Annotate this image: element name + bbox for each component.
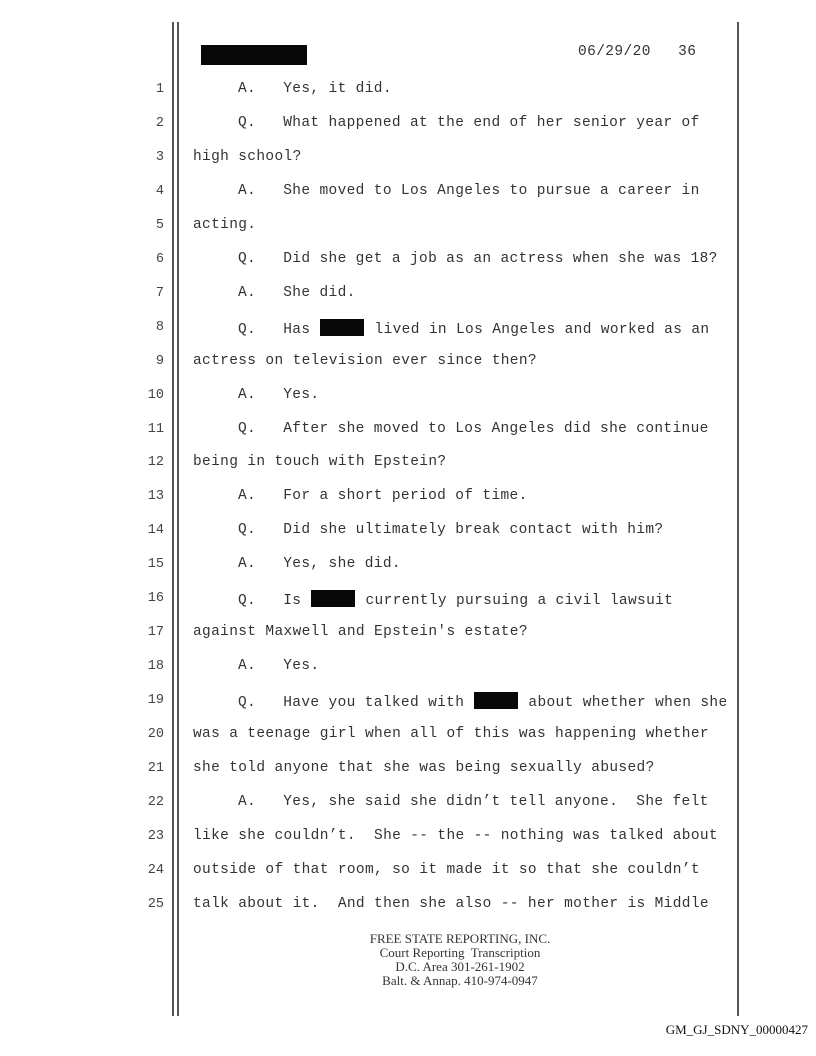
line-text: A. Yes, she did.	[238, 556, 401, 573]
transcript-line	[238, 794, 709, 810]
line-number: 2	[155, 115, 164, 131]
transcript-line	[238, 183, 700, 199]
transcript-line	[193, 353, 537, 369]
footer-service: Court Reporting Transcription	[379, 945, 541, 960]
transcript-line	[193, 828, 718, 844]
line-text: Q. Did she ultimately break contact with him?	[238, 522, 664, 539]
redaction-bar	[474, 692, 518, 709]
line-number: 10	[147, 387, 164, 403]
line-text: against Maxwell and Epstein's estate?	[193, 624, 528, 641]
line-number: 13	[147, 489, 164, 505]
line-text: talk about it. And then she also -- her mother is Middle	[193, 895, 709, 912]
page-header	[578, 44, 696, 60]
transcript-line	[238, 692, 728, 711]
transcript-line	[238, 556, 401, 572]
line-text: being in touch with Epstein?	[193, 454, 447, 471]
line-number: 14	[147, 523, 164, 539]
line-text: outside of that room, so it made it so that she couldn’t	[193, 861, 700, 878]
transcript-line	[193, 217, 256, 233]
line-text: actress on television ever since then?	[193, 352, 537, 369]
line-text: like she couldn’t. She -- the -- nothing was talked about	[193, 827, 718, 844]
line-number: 16	[147, 591, 164, 607]
line-text-continued: currently pursuing a civil lawsuit	[356, 593, 674, 610]
line-number: 4	[155, 183, 164, 199]
redaction-bar	[311, 590, 355, 607]
line-text: Q. Is	[238, 593, 311, 610]
transcript-line	[238, 421, 709, 437]
transcript-line	[193, 624, 528, 640]
line-number: 24	[147, 862, 164, 878]
line-number: 20	[147, 727, 164, 743]
transcript-line	[238, 387, 319, 403]
transcript-line	[193, 862, 700, 878]
page-number: 36	[678, 44, 697, 60]
redacted-header-block	[201, 45, 307, 65]
reporter-footer	[300, 932, 620, 988]
line-text: A. She did.	[238, 284, 356, 301]
transcript-line	[238, 115, 700, 131]
line-number: 23	[147, 828, 164, 844]
right-margin-rule	[737, 22, 739, 1016]
transcript-line	[193, 149, 302, 165]
line-number: 5	[155, 217, 164, 233]
bates-number: GM_GJ_SDNY_00000427	[665, 1022, 808, 1037]
transcript-line	[193, 454, 446, 470]
line-text: A. Yes, she said she didn’t tell anyone. She felt	[238, 793, 709, 810]
transcript-line	[193, 896, 709, 912]
redaction-bar	[320, 319, 364, 336]
footer-dc-phone: D.C. Area 301-261-1902	[395, 959, 525, 974]
transcript-line	[238, 658, 319, 674]
line-text: Q. After she moved to Los Angeles did she continue	[238, 420, 709, 437]
transcript-line	[238, 590, 673, 609]
footer-company: FREE STATE REPORTING, INC.	[369, 931, 551, 946]
line-text-continued: about whether when she	[519, 695, 728, 712]
line-text: Q. Has	[238, 321, 320, 338]
line-number: 7	[155, 285, 164, 301]
line-number: 11	[147, 421, 164, 437]
line-text: she told anyone that she was being sexually abused?	[193, 760, 655, 776]
transcript-line	[238, 488, 528, 504]
line-number: 8	[155, 319, 164, 335]
transcript-line	[193, 726, 709, 742]
footer-balt-phone: Balt. & Annap. 410-974-0947	[382, 973, 538, 988]
line-number: 15	[147, 557, 164, 573]
line-number: 1	[155, 82, 164, 97]
line-number: 22	[147, 794, 164, 810]
line-number: 25	[147, 896, 164, 912]
transcript-date: 06/29/20	[578, 44, 651, 60]
line-number: 6	[155, 251, 164, 267]
line-text: Q. Did she get a job as an actress when she was 18?	[238, 250, 718, 267]
line-number: 21	[147, 761, 164, 776]
line-text: was a teenage girl when all of this was happening whether	[193, 726, 709, 743]
line-number: 9	[155, 353, 164, 369]
line-text: high school?	[193, 148, 302, 165]
transcript-line	[193, 760, 655, 776]
transcript-line	[238, 285, 356, 301]
transcript-line	[238, 319, 709, 338]
line-text: A. She moved to Los Angeles to pursue a career in	[238, 182, 700, 199]
line-text-continued: lived in Los Angeles and worked as an	[365, 321, 710, 338]
line-text: A. Yes.	[238, 658, 320, 675]
line-text: A. Yes.	[238, 386, 320, 403]
line-number: 17	[147, 625, 164, 641]
line-number: 12	[147, 455, 164, 471]
line-text: Q. What happened at the end of her senior year of	[238, 114, 700, 131]
line-text: acting.	[193, 216, 257, 233]
line-text: A. Yes, it did.	[238, 81, 392, 97]
line-text: A. For a short period of time.	[238, 488, 528, 505]
line-number: 19	[147, 693, 164, 709]
transcript-line	[238, 522, 663, 538]
line-number: 18	[147, 659, 164, 675]
line-number: 3	[155, 149, 164, 165]
left-margin-rule-outer	[172, 22, 174, 1016]
transcript-line	[238, 251, 718, 267]
transcript-line	[238, 81, 392, 97]
left-margin-rule-inner	[177, 22, 179, 1016]
line-text: Q. Have you talked with	[238, 695, 474, 712]
